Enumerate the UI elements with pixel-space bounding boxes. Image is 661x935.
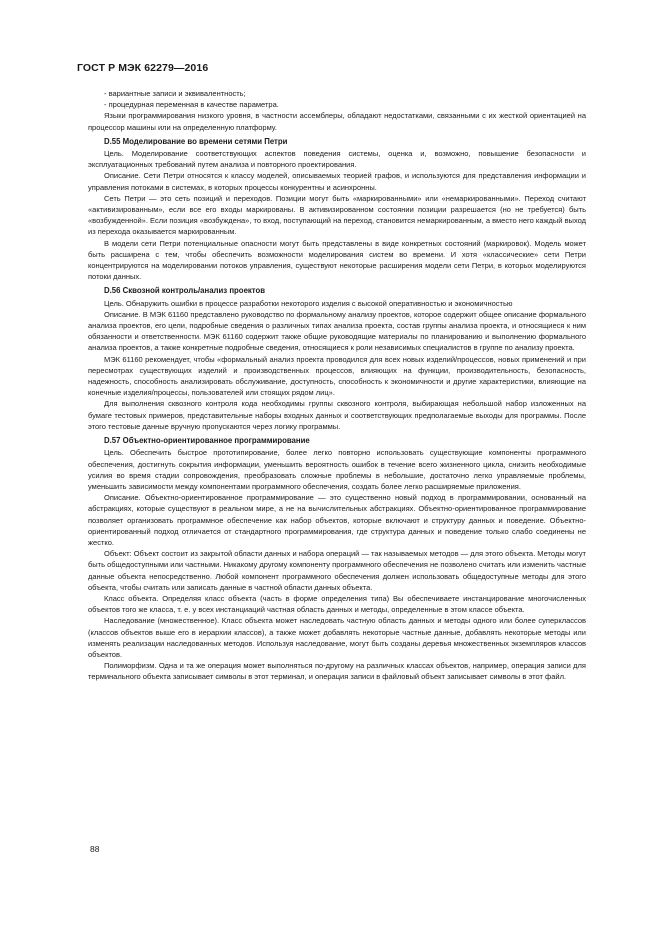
list-item: - вариантные записи и эквивалентность; bbox=[104, 89, 246, 98]
section-d55 bbox=[88, 136, 586, 283]
list-item: - процедурная переменная в качестве параметра. bbox=[104, 100, 279, 110]
standard-header: ГОСТ Р МЭК 62279—2016 bbox=[77, 62, 209, 74]
section-d56 bbox=[88, 285, 586, 432]
section-d57 bbox=[88, 435, 586, 682]
paragraph: Цель. Обнаружить ошибки в процессе разработки некоторого изделия с высокой оперативностью и экономичностью bbox=[104, 298, 513, 308]
paragraph: Для выполнения сквозного контроля кода необходимы группы сквозного контроля, выбирающая небольшой набор изложенных на бумаге тестовых примеров, представительные наборы входных данных и соответствующих предполагаемые выходы для программы. После этого тестовые данные вручную пропускаются через логику программы. bbox=[88, 399, 586, 431]
page-number: 88 bbox=[90, 844, 100, 854]
paragraph: Сеть Петри — это сеть позиций и переходов. Позиции могут быть «маркированными» или «немаркированными». Переход считают «активизированным», если все его входы маркированы. В активизированном состоянии позиции разрешается (но не требуется) быть «возбужденной». Если позиция «возбуждена», то вход, поступающий на переход, становится немаркированным, а вместо него каждый выход из перехода оказывается маркированным. bbox=[88, 193, 586, 237]
paragraph: Языки программирования низкого уровня, в частности ассемблеры, обладают недостатками, связанными с их жесткой ориентацией на процессор машины или на определенную платформу. bbox=[88, 111, 586, 132]
paragraph: Цель. Обеспечить быстрое прототипирование, более легко повторно использовать существующие компоненты программного обеспечения, достигнуть сокрытия информации, уменьшить вероятность ошибок в течение всего жизненного цикла, снизить необходимые усилия во время стадии сопровождения, преобразовать сложные проблемы в небольшие, достаточно легко управляемые проблемы, уменьшить зависимости между компонентами программного обеспечения, создать более легко расширяемые приложения. bbox=[88, 448, 586, 491]
paragraph: Класс объекта. Определяя класс объекта (часть в форме определения типа) Вы обеспечиваете инстанцирование многочисленных объектов того же класса, т. е. у всех инстанциаций частная область данных и методы, определенные в этом классе объекта. bbox=[88, 593, 586, 615]
paragraph: В модели сети Петри потенциальные опасности могут быть представлены в виде конкретных состояний (маркировок). Модель может быть расширена с тем, чтобы обеспечить возможности моделирования систем во времени. И хотя «классические» сети Петри концентрируются на моделировании потоков управления, существуют некоторые расширения модели сети Петри, в которых моделируются потоки данных. bbox=[88, 238, 586, 282]
page-content bbox=[88, 88, 586, 683]
paragraph: Цель. Моделирование соответствующих аспектов поведения системы, оценка и, возможно, повышение безопасности и эксплуатационных требований путем анализа и повторного проектирования. bbox=[88, 149, 586, 170]
section-title: D.56 Сквозной контроль/анализ проектов bbox=[104, 286, 266, 296]
paragraph: Описание. В МЭК 61160 представлено руководство по формальному анализу проектов, которое содержит общее описание формального анализа проектов, его цели, подробные сведения о различных типах анализа проекта, состав группы анализа проекта, и относящиеся к ним обязанности и ответственности. МЭК 61160 содержит также общие руководящие материалы по планированию и выполнению формального анализа проектов, а также конкретные подробные сведения, относящиеся к роли независимых специалистов в группе по анализу проекта. bbox=[88, 309, 586, 353]
section-title: D.57 Объектно-ориентированное программирование bbox=[104, 436, 310, 446]
paragraph: Объект: Объект состоит из закрытой области данных и набора операций — так называемых методов — для этого объекта. Методы могут быть общедоступными или частными. Никакому другому компоненту программного обеспечения не позволено считать или изменить частные данные объекта непосредственно. Любой компонент программного обеспечения должен использовать общедоступные методы для этого объекта, чтобы считать или записать данные в частной области данных объекта. bbox=[88, 549, 586, 592]
paragraph: Полиморфизм. Одна и та же операция может выполняться по-другому на различных классах объектов, например, операция записи для терминального объекта записывает символы в этот терминал, и операция записи в файловый объект записывает символы в этот файл. bbox=[88, 661, 586, 682]
section-title: D.55 Моделирование во времени сетями Петри bbox=[104, 136, 288, 146]
paragraph: Наследование (множественное). Класс объекта может наследовать частную область данных и методы одного или более суперклассов (классов объектов выше его в иерархии классов), а также может добавлять некоторые частные данные, добавлять некоторые методы или изменять реализации наследованных методов. Используя наследование, могут быть созданы деревья множественных экземпляров классов объектов. bbox=[88, 616, 586, 659]
paragraph: МЭК 61160 рекомендует, чтобы «формальный анализ проекта проводился для всех новых изделий/процессов, новых применений и при пересмотрах существующих изделий и производственных процессов, влияющих на функции, производительность, безопасность, надежность, способность анализировать обслуживание, доступность, способность к экономичности и другие характеристики, влияющие на конечные изделия/процессы, пользователей или стоящих рядом лиц». bbox=[88, 354, 586, 398]
paragraph: Описание. Сети Петри относятся к классу моделей, описываемых теорией графов, и используются для представления информации и управления потоками в системах, в которых процессы конкурентны и асинхронны. bbox=[88, 171, 586, 192]
paragraph: Описание. Объектно-ориентированное программирование — это существенно новый подход в программировании, основанный на абстракциях, которые существуют в реальном мире, а не на вычислительных абстракциях. Объектно-ориентированное программирование позволяет организовать программное обеспечение как набор объектов, которые включают и структуру данных и поведение. Объектно-ориентированный подход отличается от стандартного программирования, где структура данных и поведение только слабо соединены не жестко. bbox=[88, 493, 586, 547]
